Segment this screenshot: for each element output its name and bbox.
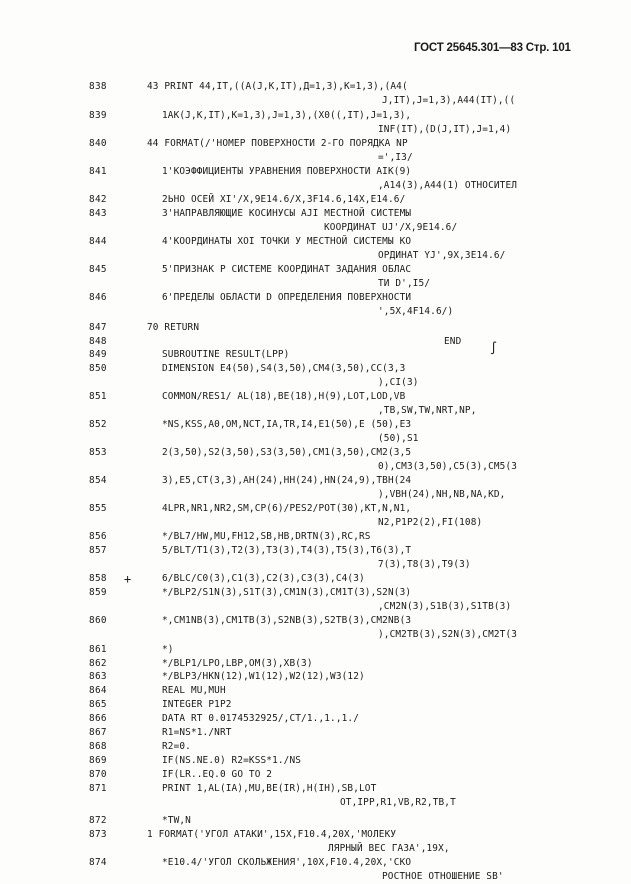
line-number: 845 — [89, 264, 107, 275]
code-line — [0, 530, 631, 544]
code-text: ),CI(3) — [378, 377, 419, 388]
line-number: 841 — [89, 166, 107, 177]
line-number: 861 — [89, 644, 107, 655]
code-line — [0, 277, 631, 291]
code-text: 1AK(J,K,IT),K=1,3),J=1,3),(X0((,IT),J=1,3), — [162, 110, 412, 121]
code-text: *,CM1NB(3),CM1TB(3),S2NB(3),S2TB(3),CM2NB(3 — [162, 615, 412, 626]
code-line — [0, 460, 631, 474]
code-line — [0, 628, 631, 642]
code-line — [0, 814, 631, 828]
line-number: 839 — [89, 110, 107, 121]
line-number: 843 — [89, 208, 107, 219]
code-text: DATA RT 0.0174532925/,CT/1.,1.,1./ — [162, 713, 360, 724]
code-text: =',I3/ — [378, 152, 413, 163]
line-number: 847 — [89, 322, 107, 333]
code-text: КООРДИНАТ UJ'/X,9E14.6/ — [324, 222, 458, 233]
code-line — [0, 235, 631, 249]
code-line — [0, 109, 631, 123]
line-number: 842 — [89, 194, 107, 205]
line-number: 856 — [89, 531, 107, 542]
code-line — [0, 446, 631, 460]
line-number: 850 — [89, 363, 107, 374]
code-line — [0, 643, 631, 657]
code-text: END — [444, 336, 462, 347]
code-text: 2ЬНО ОСЕЙ XI'/X,9E14.6/X,3F14.6,14X,E14.6/ — [162, 194, 406, 205]
code-line — [0, 94, 631, 108]
code-line — [0, 488, 631, 502]
line-number: 863 — [89, 671, 107, 682]
code-text: R2=0. — [162, 741, 191, 752]
line-number: 849 — [89, 349, 107, 360]
code-line — [0, 614, 631, 628]
code-line — [0, 151, 631, 165]
code-text: INF(IT),(D(J,IT),J=1,4) — [378, 124, 512, 135]
code-line — [0, 165, 631, 179]
code-text: 6'ПРЕДЕЛЫ ОБЛАСТИ D ОПРЕДЕЛЕНИЯ ПОВЕРХНОСТИ — [162, 292, 412, 303]
line-number: 857 — [89, 545, 107, 556]
code-line — [0, 376, 631, 390]
code-line — [0, 502, 631, 516]
code-text: 0),CM3(3,50),C5(3),CM5(3 — [378, 461, 518, 472]
code-line — [0, 221, 631, 235]
code-text: ,A14(3),A44(1) ОТНОСИТЕЛ — [378, 180, 518, 191]
margin-mark: ∫ — [490, 341, 498, 355]
code-line — [0, 137, 631, 151]
code-line — [0, 123, 631, 137]
code-text: */BL7/HW,MU,FH12,SB,HB,DRTN(3),RC,RS — [162, 531, 371, 542]
margin-mark: + — [124, 572, 132, 586]
code-text: */BLP2/S1N(3),S1T(3),CM1N(3),CM1T(3),S2N(3) — [162, 587, 412, 598]
code-text: ЛЯРНЫЙ ВЕС ГАЗА',19X, — [328, 843, 450, 854]
code-text: R1=NS*1./NRT — [162, 727, 232, 738]
code-line — [0, 335, 631, 349]
code-text: 5/BLT/T1(3),T2(3),T3(3),T4(3),T5(3),T6(3),T — [162, 545, 412, 556]
code-line — [0, 348, 631, 362]
code-text: 43 PRINT 44,IT,((A(J,K,IT),Д=1,3),K=1,3),(A4( — [147, 81, 408, 92]
code-line — [0, 80, 631, 94]
code-text: ТИ D',I5/ — [378, 278, 431, 289]
code-text: 70 RETURN — [147, 322, 200, 333]
code-text: 44 FORMAT(/'НОМЕР ПОВЕРХНОСТИ 2-ГО ПОРЯДКА NP — [147, 138, 408, 149]
code-line — [0, 291, 631, 305]
line-number: 853 — [89, 447, 107, 458]
line-number: 848 — [89, 336, 107, 347]
code-text: 4'КООРДИНАТЫ XOI ТОЧКИ У МЕСТНОЙ СИСТЕМЫ КО — [162, 236, 412, 247]
code-line — [0, 474, 631, 488]
code-text: *TW,N — [162, 815, 191, 826]
code-line — [0, 684, 631, 698]
code-line — [0, 263, 631, 277]
line-number: 869 — [89, 755, 107, 766]
code-text: PRINT 1,AL(IA),MU,BE(IR),H(IH),SB,LOT — [162, 783, 377, 794]
code-text: */BLP1/LPO,LBP,OM(3),XB(3) — [162, 658, 313, 669]
code-line — [0, 657, 631, 671]
code-text: 3'НАПРАВЛЯЮЩИЕ КОСИНУСЫ AJI МЕСТНОЙ СИСТЕМЫ — [162, 208, 412, 219]
code-line — [0, 828, 631, 842]
code-line — [0, 516, 631, 530]
line-number: 860 — [89, 615, 107, 626]
page-header: ГОСТ 25645.301—83 Стр. 101 — [414, 42, 571, 54]
code-line — [0, 768, 631, 782]
code-text: 2(3,50),S2(3,50),S3(3,50),CM1(3,50),CM2(3,5 — [162, 447, 412, 458]
code-line — [0, 842, 631, 856]
code-line — [0, 558, 631, 572]
code-text: IF(LR..EQ.0 GO TO 2 — [162, 769, 273, 780]
code-line — [0, 754, 631, 768]
code-text: N2,P1P2(2),FI(108) — [378, 517, 483, 528]
code-line — [0, 572, 631, 586]
code-text: ',5X,4F14.6/) — [378, 306, 454, 317]
code-text: INTEGER P1P2 — [162, 699, 232, 710]
line-number: 838 — [89, 81, 107, 92]
code-text: *E10.4/'УГОЛ СКОЛЬЖЕНИЯ',10X,F10.4,20X,'СКО — [162, 857, 412, 868]
line-number: 872 — [89, 815, 107, 826]
code-line — [0, 418, 631, 432]
code-text: J,IT),J=1,3),A44(IT),(( — [382, 95, 516, 106]
code-line — [0, 670, 631, 684]
line-number: 873 — [89, 829, 107, 840]
code-line — [0, 600, 631, 614]
line-number: 864 — [89, 685, 107, 696]
line-number: 871 — [89, 783, 107, 794]
code-text: DIMENSION E4(50),S4(3,50),CM4(3,50),CC(3,3 — [162, 363, 406, 374]
code-line — [0, 586, 631, 600]
code-line — [0, 544, 631, 558]
code-text: (50),S1 — [378, 433, 419, 444]
code-line — [0, 179, 631, 193]
line-number: 874 — [89, 857, 107, 868]
code-line — [0, 712, 631, 726]
code-text: 3),E5,CT(3,3),AH(24),HH(24),HN(24,9),TBH(24 — [162, 475, 412, 486]
code-text: ),CM2TB(3),S2N(3),CM2T(3 — [378, 629, 518, 640]
code-line — [0, 432, 631, 446]
code-text: 1'КОЭФФИЦИЕНТЫ УРАВНЕНИЯ ПОВЕРХНОСТИ AIK(9) — [162, 166, 412, 177]
code-line — [0, 390, 631, 404]
code-text: *NS,KSS,A0,OM,NCT,IA,TR,I4,E1(50),E (50),E3 — [162, 419, 412, 430]
code-line — [0, 249, 631, 263]
code-text: 7(3),T8(3),T9(3) — [378, 559, 471, 570]
line-number: 862 — [89, 658, 107, 669]
line-number: 859 — [89, 587, 107, 598]
code-line — [0, 362, 631, 376]
code-line — [0, 321, 631, 335]
line-number: 865 — [89, 699, 107, 710]
code-text: ,TB,SW,TW,NRT,NP, — [378, 405, 477, 416]
code-line — [0, 207, 631, 221]
line-number: 855 — [89, 503, 107, 514]
code-text: РОСТНОЕ ОТНОШЕНИЕ SB' — [382, 871, 504, 882]
code-line — [0, 404, 631, 418]
line-number: 854 — [89, 475, 107, 486]
code-text: OT,IPP,R1,VB,R2,TB,T — [340, 797, 456, 808]
code-text: 4LPR,NR1,NR2,SM,CP(6)/PES2/POT(30),KT,N,N1, — [162, 503, 412, 514]
line-number: 852 — [89, 419, 107, 430]
line-number: 840 — [89, 138, 107, 149]
line-number: 868 — [89, 741, 107, 752]
code-line — [0, 856, 631, 870]
code-line — [0, 193, 631, 207]
line-number: 858 — [89, 573, 107, 584]
code-text: ),VBH(24),NH,NB,NA,KD, — [378, 489, 506, 500]
code-text: IF(NS.NE.0) R2=KSS*1./NS — [162, 755, 302, 766]
code-line — [0, 305, 631, 319]
code-text: 5'ПРИЗНАК Р СИСТЕМЕ КООРДИНАТ ЗАДАНИЯ ОБЛАС — [162, 264, 412, 275]
code-line — [0, 698, 631, 712]
code-text: ОРДИНАТ YJ',9X,3E14.6/ — [378, 250, 506, 261]
code-text: COMMON/RES1/ AL(18),BE(18),H(9),LOT,LOD,VB — [162, 391, 406, 402]
code-text: *) — [162, 644, 174, 655]
code-text: */BLP3/HKN(12),W1(12),W2(12),W3(12) — [162, 671, 365, 682]
code-line — [0, 796, 631, 810]
code-text: SUBROUTINE RESULT(LPP) — [162, 349, 290, 360]
code-text: 6/BLC/C0(3),C1(3),C2(3),C3(3),C4(3) — [162, 573, 365, 584]
line-number: 844 — [89, 236, 107, 247]
line-number: 866 — [89, 713, 107, 724]
code-line — [0, 726, 631, 740]
code-text: 1 FORMAT('УГОЛ АТАКИ',15X,F10.4,20X,'МОЛЕКУ — [147, 829, 397, 840]
line-number: 870 — [89, 769, 107, 780]
code-text: REAL MU,MUH — [162, 685, 226, 696]
code-line — [0, 782, 631, 796]
code-line — [0, 740, 631, 754]
line-number: 867 — [89, 727, 107, 738]
line-number: 851 — [89, 391, 107, 402]
line-number: 846 — [89, 292, 107, 303]
code-text: ,CM2N(3),S1B(3),S1TB(3) — [378, 601, 512, 612]
code-line — [0, 870, 631, 884]
